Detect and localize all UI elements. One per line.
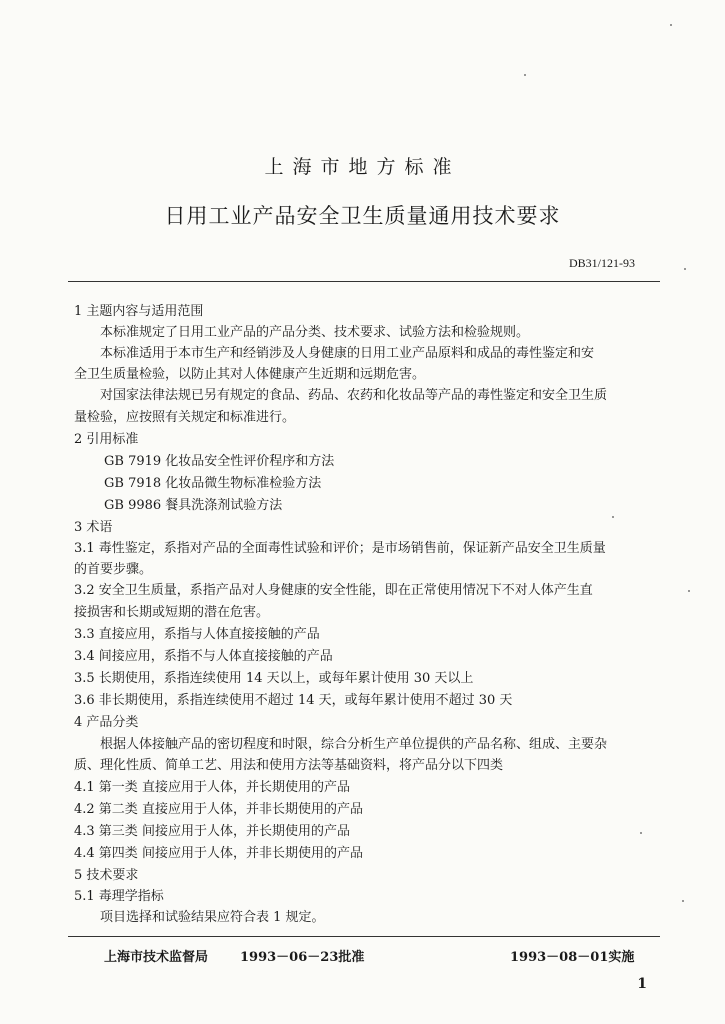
section-heading-2: 2 引用标准 <box>74 432 139 447</box>
section-heading-5: 5 技术要求 <box>74 868 139 883</box>
term-3-5: 3.5 长期使用，系指连续使用 14 天以上，或每年累计使用 30 天以上 <box>74 671 474 686</box>
reference-item: GB 9986 餐具洗涤剂试验方法 <box>104 498 283 513</box>
standard-code: DB31/121-93 <box>569 256 635 270</box>
reference-item: GB 7918 化妆品微生物标准检验方法 <box>104 476 322 491</box>
section-heading-4: 4 产品分类 <box>74 715 139 730</box>
body-line: 的首要步骤。 <box>74 562 153 577</box>
category-4-4: 4.4 第四类 间接应用于人体，并非长期使用的产品 <box>74 846 363 861</box>
scan-speck <box>684 268 686 270</box>
standard-type-heading: 上海市地方标准 <box>264 156 461 178</box>
body-line: 本标准适用于本市生产和经销涉及人身健康的日用工业产品原料和成品的毒性鉴定和安 <box>100 346 595 361</box>
page-number: 1 <box>637 976 647 992</box>
footer-rule <box>68 936 660 937</box>
term-3-3: 3.3 直接应用，系指与人体直接接触的产品 <box>74 627 320 642</box>
body-line: 本标准规定了日用工业产品的产品分类、技术要求、试验方法和检验规则。 <box>100 325 530 340</box>
issuing-authority: 上海市技术监督局 <box>104 950 209 965</box>
approval-date: 1993－06－23批准 <box>240 950 365 965</box>
body-line: 全卫生质量检验，以防止其对人体健康产生近期和远期危害。 <box>74 367 426 382</box>
scan-speck <box>640 832 642 834</box>
section-heading-3: 3 术语 <box>74 520 113 535</box>
category-4-1: 4.1 第一类 直接应用于人体，并长期使用的产品 <box>74 780 350 795</box>
body-line: 量检验，应按照有关规定和标准进行。 <box>74 410 296 425</box>
header-rule <box>68 281 660 282</box>
body-line: 接损害和长期或短期的潜在危害。 <box>74 605 270 620</box>
term-3-6: 3.6 非长期使用，系指连续使用不超过 14 天，或每年累计使用不超过 30 天 <box>74 693 513 708</box>
category-4-3: 4.3 第三类 间接应用于人体，并长期使用的产品 <box>74 824 350 839</box>
scan-speck <box>688 590 690 592</box>
term-3-4: 3.4 间接应用，系指不与人体直接接触的产品 <box>74 649 333 664</box>
body-line: 根据人体接触产品的密切程度和时限，综合分析生产单位提供的产品名称、组成、主要杂 <box>100 737 608 752</box>
reference-item: GB 7919 化妆品安全性评价程序和方法 <box>104 454 335 469</box>
section-heading-1: 1 主题内容与适用范围 <box>74 304 204 319</box>
body-line: 对国家法律法规已另有规定的食品、药品、农药和化妆品等产品的毒性鉴定和安全卫生质 <box>100 388 608 403</box>
subsection-5-1: 5.1 毒理学指标 <box>74 889 164 904</box>
effective-date: 1993－08－01实施 <box>510 950 635 965</box>
scan-speck <box>682 900 684 902</box>
term-3-1: 3.1 毒性鉴定，系指对产品的全面毒性试验和评价；是市场销售前，保证新产品安全卫生质量 <box>74 541 606 556</box>
body-line: 质、理化性质、简单工艺、用法和使用方法等基础资料，将产品分以下四类 <box>74 758 504 773</box>
category-4-2: 4.2 第二类 直接应用于人体，并非长期使用的产品 <box>74 802 363 817</box>
scan-speck <box>524 74 526 76</box>
document-title: 日用工业产品安全卫生质量通用技术要求 <box>164 204 561 228</box>
scan-speck <box>670 24 672 26</box>
term-3-2: 3.2 安全卫生质量，系指产品对人身健康的安全性能，即在正常使用情况下不对人体产生直 <box>74 583 593 598</box>
body-line: 项目选择和试验结果应符合表 1 规定。 <box>100 910 325 925</box>
scan-speck <box>612 516 614 518</box>
